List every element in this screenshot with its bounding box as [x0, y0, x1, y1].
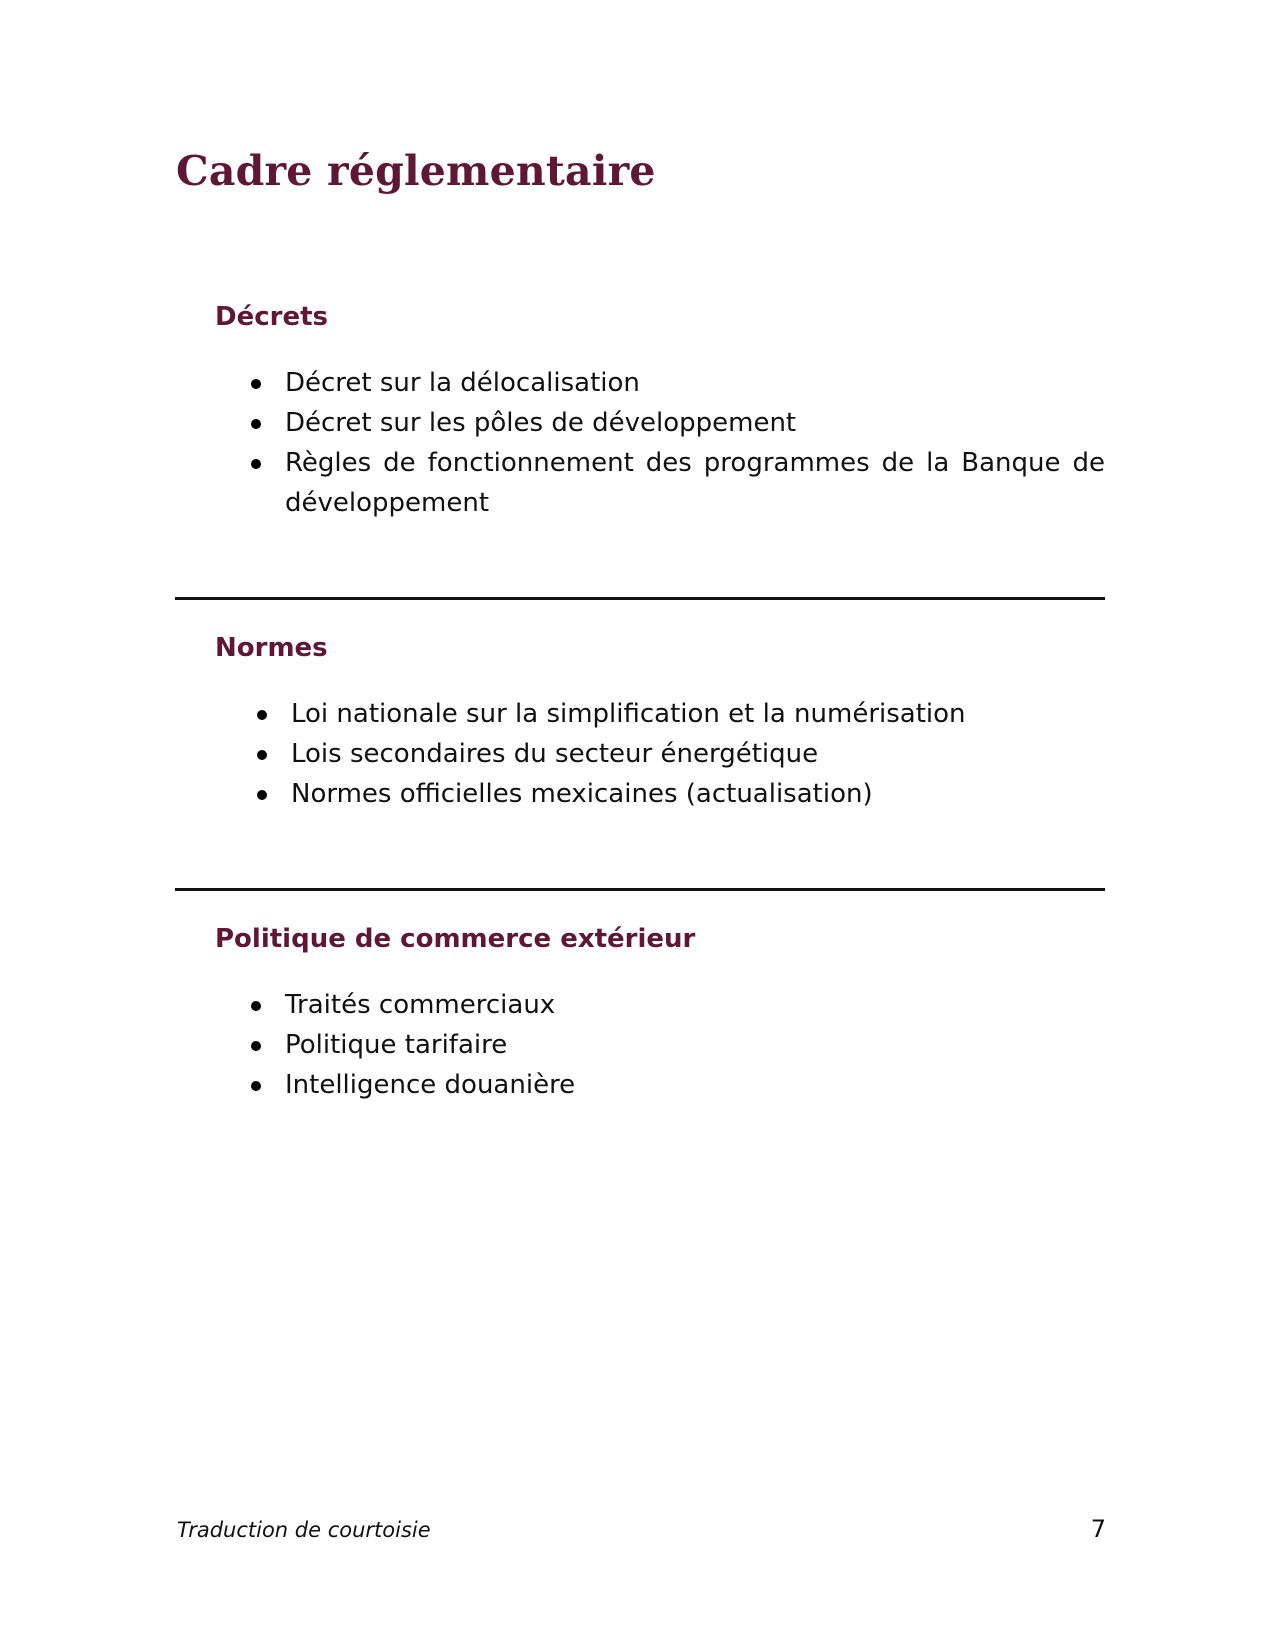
section-divider	[175, 888, 1105, 891]
bullet-list	[175, 694, 1105, 814]
list-item-text: Décret sur la délocalisation	[285, 368, 640, 398]
list-item	[175, 774, 1105, 814]
section-normes	[175, 630, 1105, 820]
list-item	[175, 734, 1105, 774]
bullet-list	[175, 363, 1105, 523]
bullet-icon	[251, 419, 261, 429]
list-item	[175, 443, 1105, 523]
bullet-icon	[251, 459, 261, 469]
list-item-text: Lois secondaires du secteur énergétique	[291, 739, 819, 769]
list-item	[175, 363, 1105, 403]
bullet-icon	[251, 1001, 261, 1011]
bullet-icon	[257, 710, 267, 720]
list-item	[175, 694, 1105, 734]
section-commerce-exterieur	[175, 921, 1105, 1111]
bullet-icon	[251, 379, 261, 389]
section-heading: Décrets	[215, 302, 328, 332]
list-item-text: Loi nationale sur la simplification et la numérisation	[291, 699, 966, 729]
footer-note: Traduction de courtoisie	[177, 1518, 431, 1542]
list-item-text: Traités commerciaux	[285, 990, 556, 1020]
list-item	[175, 403, 1105, 443]
list-item-text: Normes officielles mexicaines (actualisation)	[291, 779, 873, 809]
page-number: 7	[1090, 1515, 1106, 1543]
list-item-text: Décret sur les pôles de développement	[285, 408, 797, 438]
list-item-text: Règles de fonctionnement des programmes de la Banque de développement	[285, 448, 1105, 518]
list-item	[175, 1065, 1105, 1105]
bullet-list	[175, 985, 1105, 1105]
list-item-text: Intelligence douanière	[285, 1070, 576, 1100]
section-divider	[175, 597, 1105, 600]
bullet-icon	[257, 750, 267, 760]
section-heading: Politique de commerce extérieur	[215, 924, 696, 954]
page-title: Cadre réglementaire	[176, 147, 656, 195]
section-decrets	[175, 299, 1105, 529]
list-item	[175, 1025, 1105, 1065]
section-heading: Normes	[215, 633, 328, 663]
list-item	[175, 985, 1105, 1025]
bullet-icon	[257, 790, 267, 800]
bullet-icon	[251, 1081, 261, 1091]
bullet-icon	[251, 1041, 261, 1051]
list-item-text: Politique tarifaire	[285, 1030, 508, 1060]
